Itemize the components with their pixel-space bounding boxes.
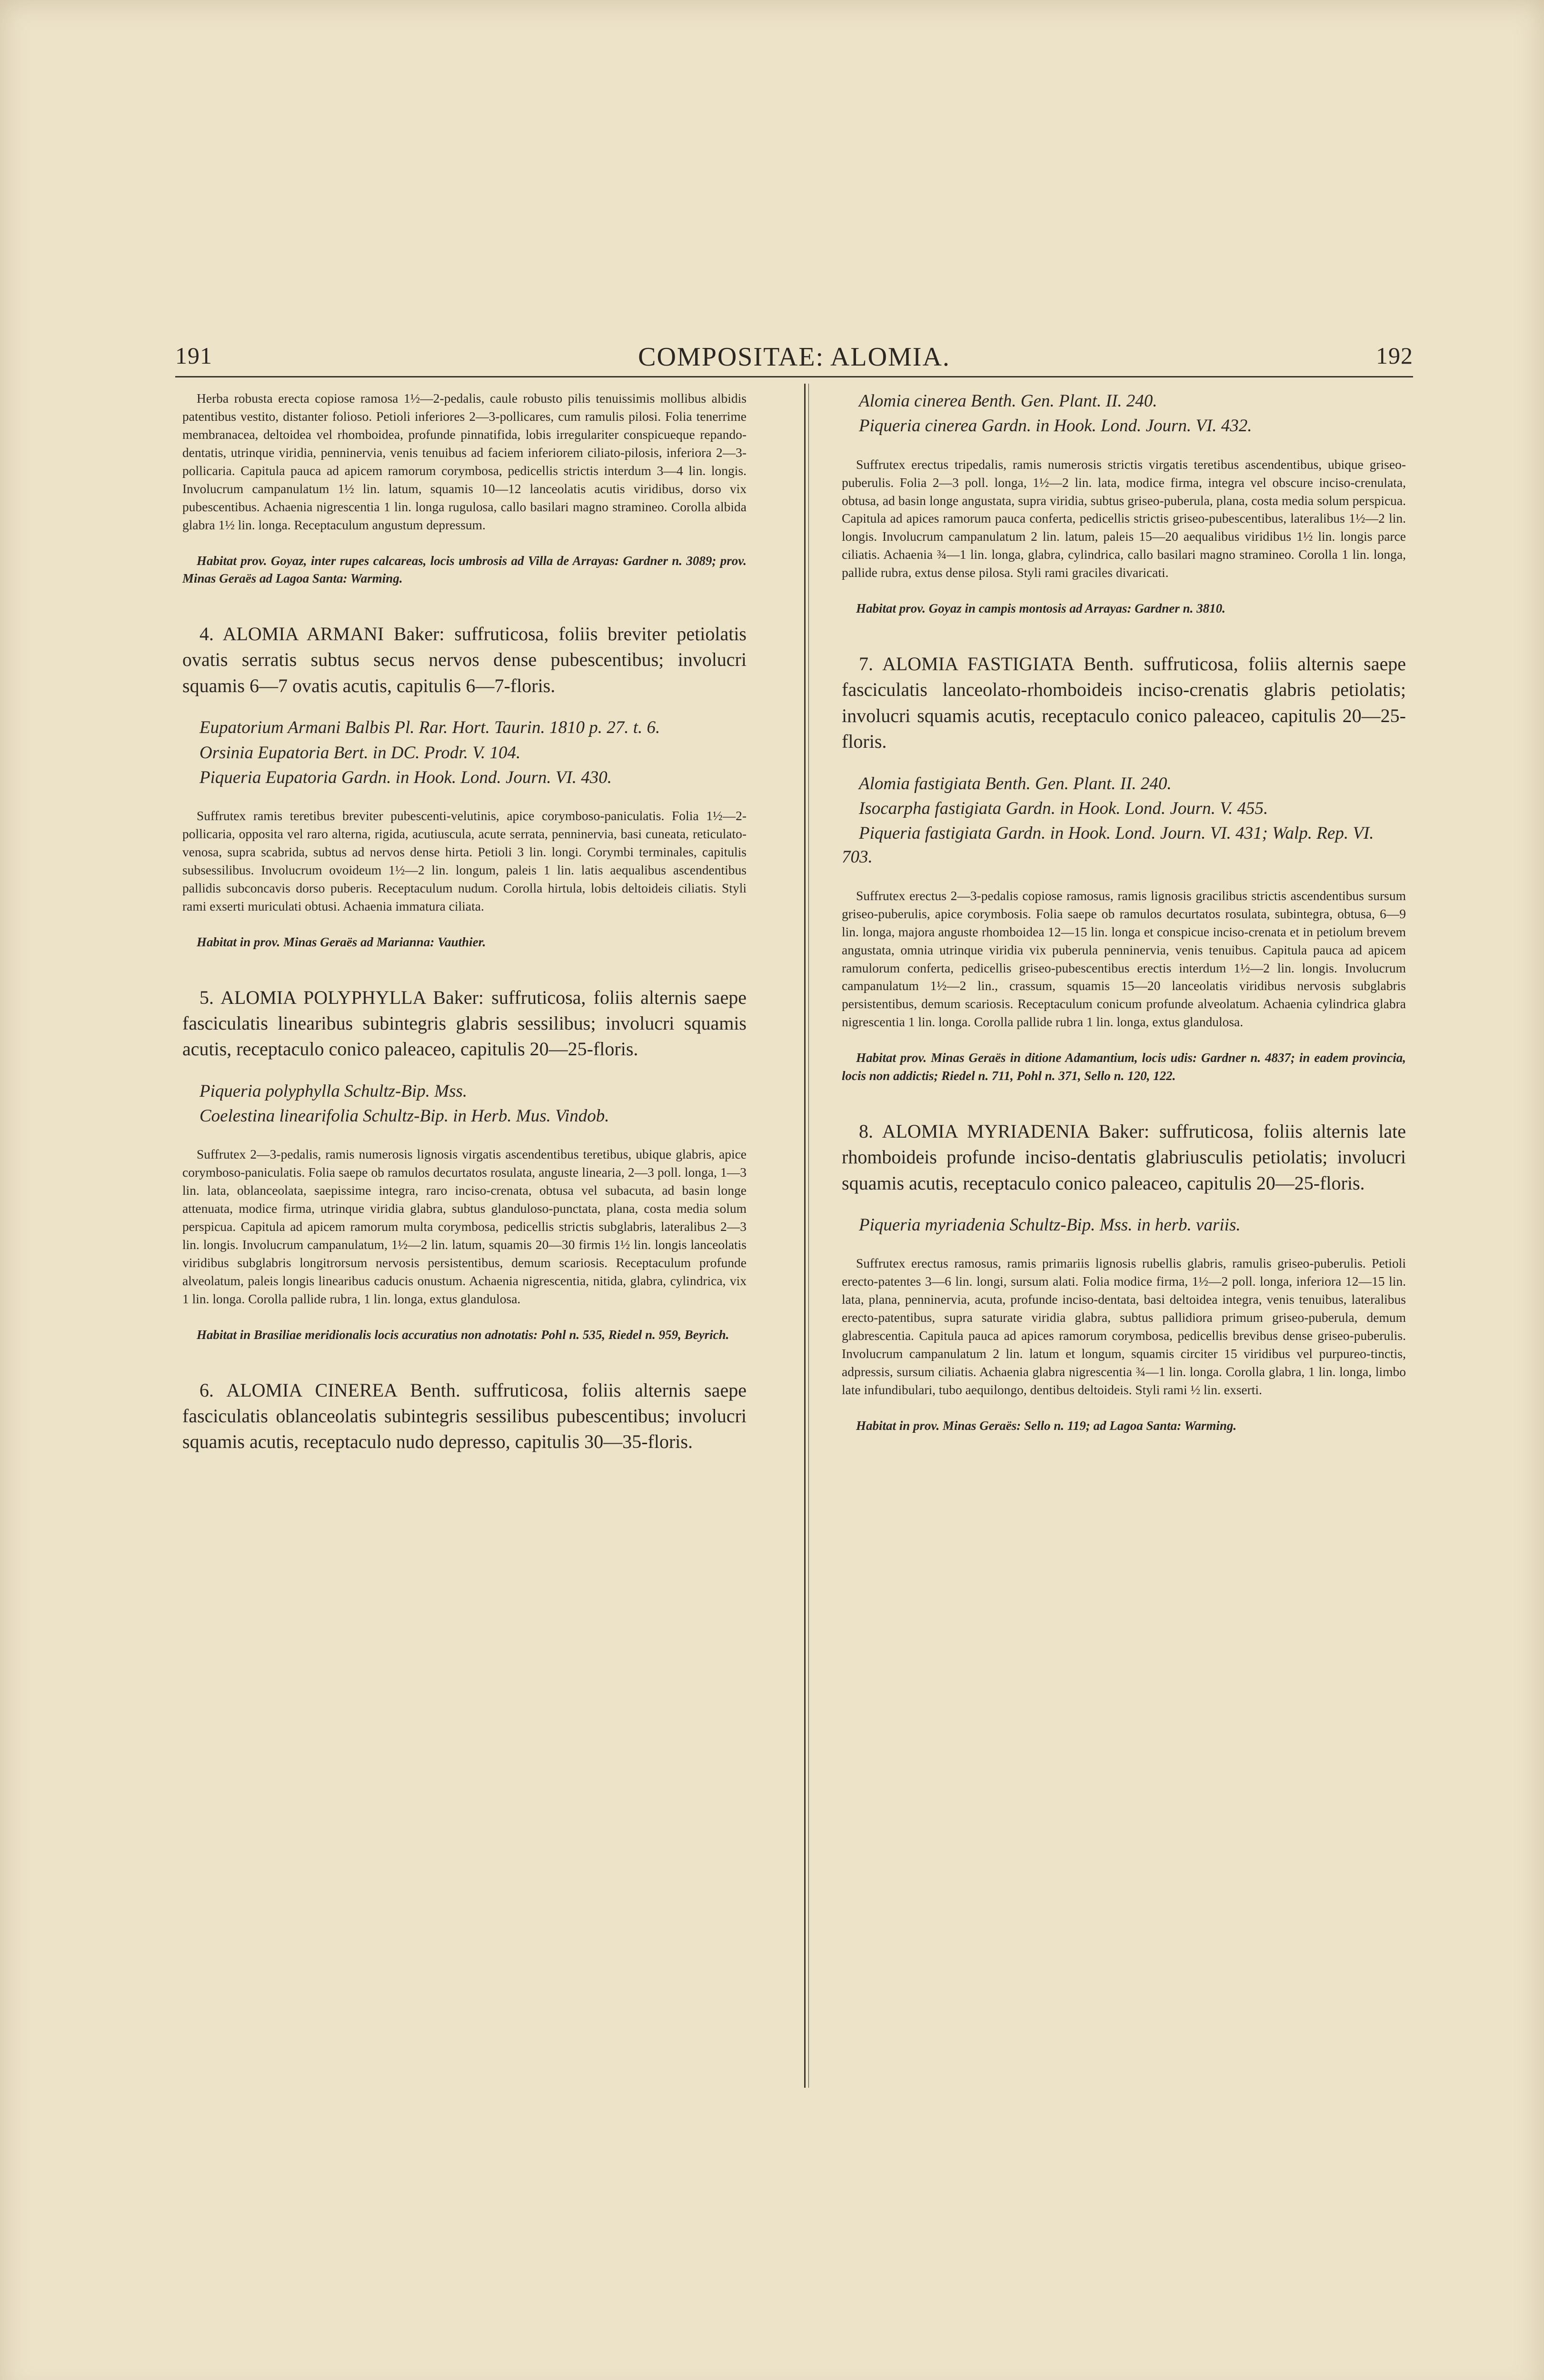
left-column [182, 389, 747, 1472]
description-alomia-myriadenia: Suffrutex erectus ramosus, ramis primariis lignosis rubellis glabris, ramulis griseo-puberulis. Petioli erecto-patentes 3—6 lin. longi, sursum alati. Folia modice firma, 1½—2 poll. longa, inferiora 12—15 lin. lata, plana, penninervia, acuta, profunde inciso-dentata, basi deltoidea integra, venis tenuibus, lateralibus erecto-patentibus, supra saturate viridia glabra, subtus pallidiora primum griseo-puberula, demum glabrescentia. Capitula pauca ad apices ramorum corymbosa, pedicellis brevibus dense griseo-puberulis. Involucrum campanulatum 2 lin. latum et longum, squamis circiter 15 viridibus vel purpureo-tinctis, adpressis, sursum ciliatis. Achaenia glabra nigrescentia ¾—1 lin. longa. Corolla glabra, 1 lin. longa, limbo late infundibulari, tubo aequilongo, dentibus deltoideis. Styli rami ½ lin. exserti. [842, 1256, 1406, 1397]
synonym: Piqueria myriadenia Schultz-Bip. Mss. in herb. variis. [859, 1215, 1241, 1235]
habitat-alomia-myriadenia: Habitat in prov. Minas Geraës: Sello n. 119; ad Lagoa Santa: Warming. [856, 1418, 1237, 1433]
habitat-species-3: Habitat prov. Goyaz, inter rupes calcareas, locis umbrosis ad Villa de Arrayas: Gardner n. 3089; prov. Minas Geraës ad Lagoa Santa: Warming. [182, 553, 747, 586]
description-alomia-armani: Suffrutex ramis teretibus breviter pubescenti-velutinis, apice corymboso-paniculatis. Folia 1½—2-pollicaria, opposita vel raro alterna, rigida, acutiuscula, acute serrata, penninervia, basi cuneata, reticulato-venosa, supra scabrida, subtus ad nervos dense hirta. Petioli 3 lin. longi. Corymbi terminales, capitulis subsessilibus. Involucrum ovoideum 1½—2 lin. longum, paleis 1 lin. latis aequalibus ascendentibus pallidis subconcavis dorso puberis. Receptaculum nudum. Corolla hirtula, lobis deltoideis ciliatis. Styli rami exserti muriculati obtusi. Achaenia immatura ciliata. [182, 808, 747, 913]
column-divider-thin [808, 384, 809, 2088]
synonym: Alomia cinerea Benth. Gen. Plant. II. 240. [859, 391, 1157, 411]
habitat-alomia-fastigiata: Habitat prov. Minas Geraës in ditione Adamantium, locis udis: Gardner n. 4837; in eadem provincia, locis non addictis; Riedel n. 711, Pohl n. 371, Sello n. 120, 122. [842, 1051, 1406, 1083]
synonyms-alomia-polyphylla [182, 1080, 747, 1129]
synonym: Alomia fastigiata Benth. Gen. Plant. II. 240. [859, 774, 1172, 793]
habitat-alomia-armani: Habitat in prov. Minas Geraës ad Marianna: Vauthier. [197, 934, 486, 949]
synonym: Piqueria fastigiata Gardn. in Hook. Lond. Journ. VI. 431; Walp. Rep. VI. 703. [842, 823, 1374, 867]
synonyms-alomia-fastigiata [842, 772, 1406, 870]
habitat-alomia-polyphylla: Habitat in Brasiliae meridionalis locis accuratius non adnotatis: Pohl n. 535, Riedel n. 959, Beyrich. [197, 1327, 729, 1342]
page-number-right: 192 [1376, 342, 1413, 369]
description-alomia-fastigiata: Suffrutex erectus 2—3-pedalis copiose ramosus, ramis lignosis gracilibus strictis ascendentibus sursum griseo-puberulis, apice corymbosis. Folia saepe ob ramulos decurtatos rosulata, subintegra, obtusa, 6—9 lin. longa, majora anguste rhomboidea 12—15 lin. longa et conspicue inciso-crenata et in petiolum brevem angustata, omnia utrinque viridia vix puberula penninervia, venis tenuibus. Capitula pauca ad apicem ramulorum conferta, pedicellis griseo-pubescentibus erectis interdum 1½—2 lin. longis. Involucrum campanulatum 1½—2 lin., crassum, squamis 15—20 lanceolatis viridibus nervosis subglabris persistentibus, demum scariosis. Receptaculum conicum profunde alveolatum. Achaenia cylindrica glabra nigrescentia 1 lin. longa. Corolla pallide rubra 1 lin. longa, extus glandulosa. [842, 888, 1406, 1030]
diagnosis-alomia-armani: 4. ALOMIA ARMANI Baker: suffruticosa, foliis breviter petiolatis ovatis serratis subtus secus nervos dense pubescentibus; involucri squamis 6—7 ovatis acutis, capitulis 6—7-floris. [182, 623, 747, 696]
diagnosis-alomia-polyphylla: 5. ALOMIA POLYPHYLLA Baker: suffruticosa, foliis alternis saepe fasciculatis linearibus subintegris glabris sessilibus; involucri squamis acutis, receptaculo conico paleaceo, capitulis 20—25-floris. [182, 986, 747, 1060]
synonyms-alomia-armani [182, 716, 747, 790]
diagnosis-alomia-myriadenia: 8. ALOMIA MYRIADENIA Baker: suffruticosa, foliis alternis late rhomboideis profunde inciso-dentatis glabriusculis petiolatis; involucri squamis acutis, receptaculo conico paleaceo, capitulis 20—25-floris. [842, 1120, 1406, 1194]
synonym: Piqueria polyphylla Schultz-Bip. Mss. [199, 1081, 468, 1101]
description-alomia-cinerea: Suffrutex erectus tripedalis, ramis numerosis strictis virgatis teretibus ascendentibus, ubique griseo-puberulis. Folia 2—3 poll. longa, 1½—2 lin. lata, modice firma, integra vel obscure inciso-crenulata, obtusa, ad basin longe angustata, supra viridia, subtus griseo-puberula, plana, costa media solum perspicua. Capitula ad apices ramorum pauca conferta, pedicellis strictis griseo-pubescentibus, lateralibus 1½—2 lin. longis. Involucrum campanulatum 2 lin. latum, paleis 15—20 aequalibus viridibus 1½ lin. longis parce ciliatis. Achaenia ¾—1 lin. longa, glabra, cylindrica, callo basilari magno stramineo. Corolla 1 lin. longa, pallide rubra, extus dense pilosa. Styli rami graciles divaricati. [842, 456, 1406, 580]
synonym: Orsinia Eupatoria Bert. in DC. Prodr. V. 104. [199, 743, 521, 763]
synonym: Piqueria Eupatoria Gardn. in Hook. Lond. Journ. VI. 430. [199, 767, 612, 787]
description-alomia-polyphylla: Suffrutex 2—3-pedalis, ramis numerosis lignosis virgatis ascendentibus teretibus, ubique glabris, apice corymboso-paniculatis. Folia saepe ob ramulos decurtatos rosulata, anguste linearia, 2—3 poll. longa, 1—3 lin. lata, oblanceolata, saepissime integra, raro inciso-crenata, obtusa vel subacuta, ad basin longe attenuata, modice firma, utrinque viridia glabra, subtus glanduloso-punctata, plana, costa media solum perspicua. Capitula ad apicem ramorum multa corymbosa, pedicellis strictis subglabris, lateralibus 2—3 lin. longis. Involucrum campanulatum, 1½—2 lin. latum, squamis 20—30 firmis 1½ lin. longis lanceolatis viridibus subglabris longitrorsum nervosis persistentibus, demum scariosis. Receptaculum profunde alveolatum, paleis longis linearibus caducis onustum. Achaenia nigrescentia, nitida, glabra, cylindrica, vix 1 lin. longa. Corolla pallide rubra, 1 lin. longa, extus glandulosa. [182, 1147, 747, 1306]
synonym: Eupatorium Armani Balbis Pl. Rar. Hort. Taurin. 1810 p. 27. t. 6. [199, 718, 660, 738]
page-number-left: 191 [175, 342, 212, 369]
right-column [842, 389, 1406, 1468]
synonym: Isocarpha fastigiata Gardn. in Hook. Lond. Journ. V. 455. [859, 798, 1268, 818]
synonyms-alomia-myriadenia [842, 1213, 1406, 1237]
header-rule [175, 376, 1413, 377]
running-header [175, 342, 1413, 380]
description-species-3: Herba robusta erecta copiose ramosa 1½—2-pedalis, caule robusto pilis tenuissimis mollibus albidis patentibus vestito, distanter folioso. Petioli inferiores 2—3-pollicares, cum ramulis pilosi. Folia tenerrime membranacea, deltoidea vel rhomboidea, profunde pinnatifida, lobis irregulariter conspicueque repando-dentatis, utrinque viridia, penninervia, venis tenuibus ad faciem inferiorem ciliato-pilosis, inferiora 2—3-pollicaria. Capitula pauca ad apicem ramorum corymbosa, pedicellis strictis interdum 3—4 lin. longis. Involucrum campanulatum 1½ lin. latum, squamis 10—12 lanceolatis acutis viridibus, dorso vix pubescentibus. Achaenia nigrescentia 1 lin. longa rugulosa, callo basilari magno stramineo. Corolla albida glabra 1½ lin. longa. Receptaculum angustum depressum. [182, 391, 747, 532]
running-title: COMPOSITAE: ALOMIA. [638, 342, 950, 372]
column-divider [804, 384, 806, 2088]
synonym: Piqueria cinerea Gardn. in Hook. Lond. Journ. VI. 432. [859, 416, 1252, 436]
diagnosis-alomia-fastigiata: 7. ALOMIA FASTIGIATA Benth. suffruticosa, foliis alternis saepe fasciculatis lanceolato-rhomboideis inciso-crenatis glabris petiolatis; involucri squamis acutis, receptaculo conico paleaceo, capitulis 20—25-floris. [842, 653, 1406, 753]
habitat-alomia-cinerea: Habitat prov. Goyaz in campis montosis ad Arrayas: Gardner n. 3810. [856, 601, 1225, 616]
diagnosis-alomia-cinerea: 6. ALOMIA CINEREA Benth. suffruticosa, foliis alternis saepe fasciculatis oblanceolatis subintegris sessilibus pubescentibus; involucri squamis acutis, receptaculo nudo depresso, capitulis 30—35-floris. [182, 1379, 747, 1453]
synonyms-alomia-cinerea [842, 389, 1406, 438]
synonym: Coelestina linearifolia Schultz-Bip. in Herb. Mus. Vindob. [199, 1106, 609, 1126]
